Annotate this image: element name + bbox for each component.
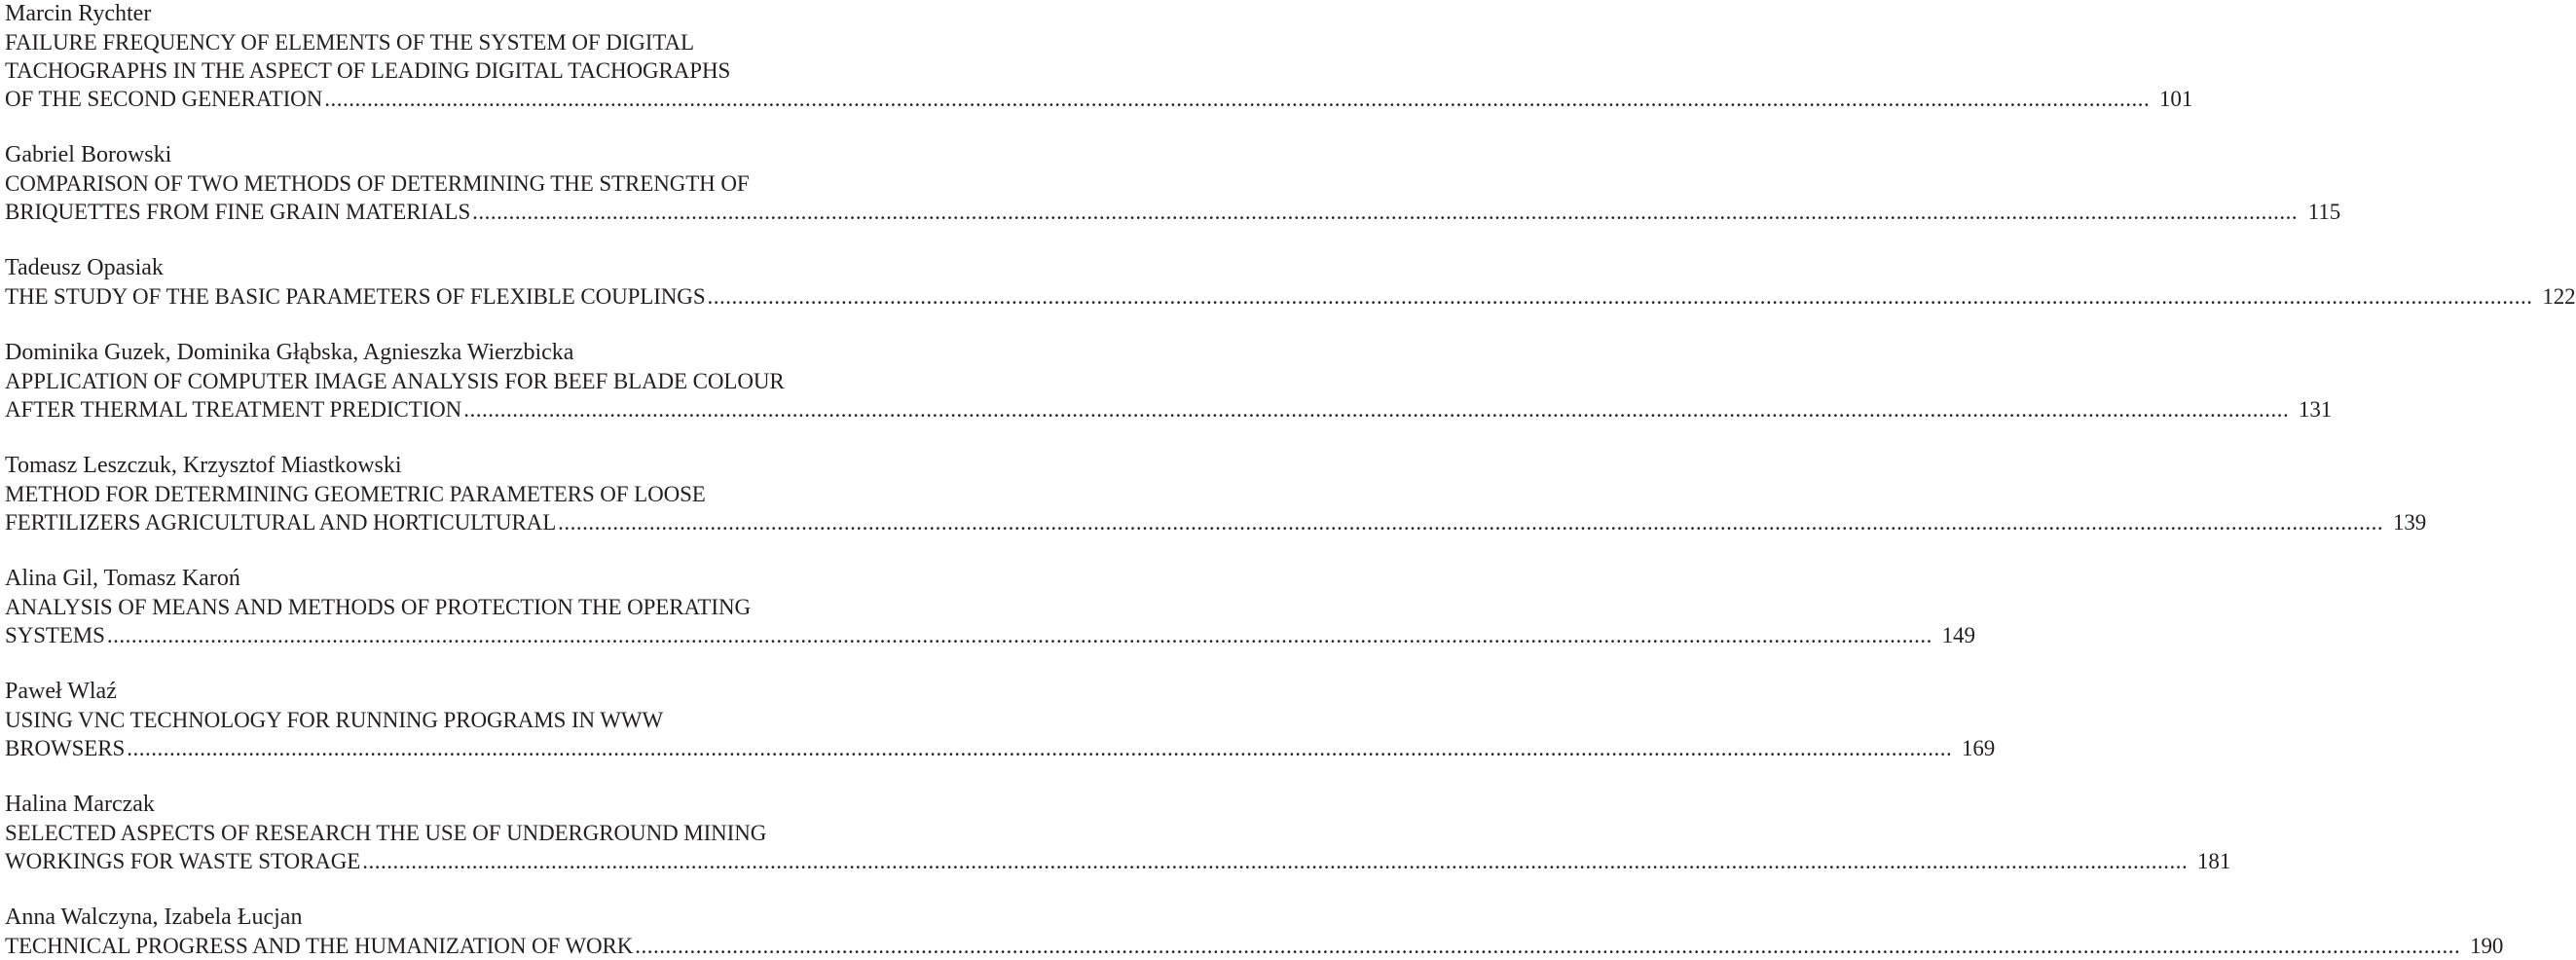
dot-leader: ............................................................................................................................................................................................................................................................................................................	[635, 934, 2461, 958]
entry-title-last-line	[5, 847, 2231, 875]
dot-leader: ............................................................................................................................................................................................................................................................................................................	[472, 200, 2299, 224]
entry-title-last-line	[5, 621, 1975, 649]
entry-title-text: FERTILIZERS AGRICULTURAL AND HORTICULTURAL	[5, 510, 557, 535]
dot-leader: ............................................................................................................................................................................................................................................................................................................	[127, 736, 1953, 760]
entry-title-last-line	[5, 282, 2576, 311]
toc-entry[interactable]	[5, 678, 1996, 762]
dot-leader: ............................................................................................................................................................................................................................................................................................................	[324, 87, 2151, 111]
dot-leader: ............................................................................................................................................................................................................................................................................................................	[558, 510, 2384, 535]
entry-author: Gabriel Borowski	[5, 142, 172, 167]
entry-title-line: TACHOGRAPHS IN THE ASPECT OF LEADING DIGITAL TACHOGRAPHS	[5, 58, 731, 83]
toc-entry[interactable]	[5, 904, 2504, 960]
entry-title-text: SYSTEMS	[5, 623, 105, 647]
entry-page-number: 181	[2197, 849, 2231, 873]
entry-title-last-line	[5, 395, 2333, 424]
entry-title-line: SELECTED ASPECTS OF RESEARCH THE USE OF UNDERGROUND MINING	[5, 821, 767, 845]
dot-leader: ............................................................................................................................................................................................................................................................................................................	[106, 623, 1932, 647]
entry-title-text: BRIQUETTES FROM FINE GRAIN MATERIALS	[5, 200, 471, 224]
toc-entry[interactable]	[5, 0, 2193, 113]
toc-entry[interactable]	[5, 452, 2427, 536]
entry-author: Tomasz Leszczuk, Krzysztof Miastkowski	[5, 453, 402, 478]
dot-leader: ............................................................................................................................................................................................................................................................................................................	[463, 397, 2290, 422]
entry-title-line: APPLICATION OF COMPUTER IMAGE ANALYSIS FOR BEEF BLADE COLOUR	[5, 369, 785, 393]
entry-title-text: OF THE SECOND GENERATION	[5, 87, 323, 111]
entry-page-number: 101	[2159, 87, 2193, 111]
entry-author: Anna Walczyna, Izabela Łucjan	[5, 905, 303, 930]
entry-title-line: FAILURE FREQUENCY OF ELEMENTS OF THE SYSTEM OF DIGITAL	[5, 30, 694, 55]
entry-page-number: 149	[1941, 623, 1975, 647]
dot-leader: ............................................................................................................................................................................................................................................................................................................	[707, 284, 2533, 309]
entry-title-last-line	[5, 734, 1996, 762]
entry-page-number: 190	[2470, 934, 2504, 958]
entry-author: Tadeusz Opasiak	[5, 255, 164, 280]
dot-leader: ............................................................................................................................................................................................................................................................................................................	[362, 849, 2189, 873]
entry-author: Halina Marczak	[5, 792, 155, 817]
entry-title-last-line	[5, 932, 2504, 960]
entry-title-last-line	[5, 508, 2427, 536]
entry-title-last-line	[5, 85, 2193, 113]
entry-author: Marcin Rychter	[5, 1, 152, 26]
toc-entry[interactable]	[5, 339, 2333, 424]
entry-title-text: WORKINGS FOR WASTE STORAGE	[5, 849, 361, 873]
toc-entry[interactable]	[5, 254, 2576, 311]
entry-title-line: COMPARISON OF TWO METHODS OF DETERMINING THE STRENGTH OF	[5, 171, 750, 196]
entry-title-text: AFTER THERMAL TREATMENT PREDICTION	[5, 397, 462, 422]
toc-entry[interactable]	[5, 791, 2231, 875]
toc-entry[interactable]	[5, 141, 2341, 226]
entry-page-number: 131	[2298, 397, 2333, 422]
entry-page-number: 169	[1961, 736, 1996, 760]
entry-title-text: BROWSERS	[5, 736, 126, 760]
entry-page-number: 115	[2307, 200, 2341, 224]
entry-title-text: THE STUDY OF THE BASIC PARAMETERS OF FLEXIBLE COUPLINGS	[5, 284, 706, 309]
entry-title-last-line	[5, 198, 2341, 226]
entry-title-text: TECHNICAL PROGRESS AND THE HUMANIZATION OF WORK	[5, 934, 634, 958]
entry-page-number: 122	[2542, 284, 2576, 309]
entry-author: Dominika Guzek, Dominika Głąbska, Agnieszka Wierzbicka	[5, 340, 574, 365]
entry-author: Alina Gil, Tomasz Karoń	[5, 566, 240, 591]
entry-title-line: METHOD FOR DETERMINING GEOMETRIC PARAMETERS OF LOOSE	[5, 482, 706, 506]
entry-author: Paweł Wlaź	[5, 679, 117, 704]
table-of-contents	[5, 0, 2576, 960]
toc-entry[interactable]	[5, 565, 1975, 649]
entry-title-line: USING VNC TECHNOLOGY FOR RUNNING PROGRAMS IN WWW	[5, 708, 664, 732]
entry-page-number: 139	[2392, 510, 2427, 535]
entry-title-line: ANALYSIS OF MEANS AND METHODS OF PROTECTION THE OPERATING	[5, 595, 751, 619]
